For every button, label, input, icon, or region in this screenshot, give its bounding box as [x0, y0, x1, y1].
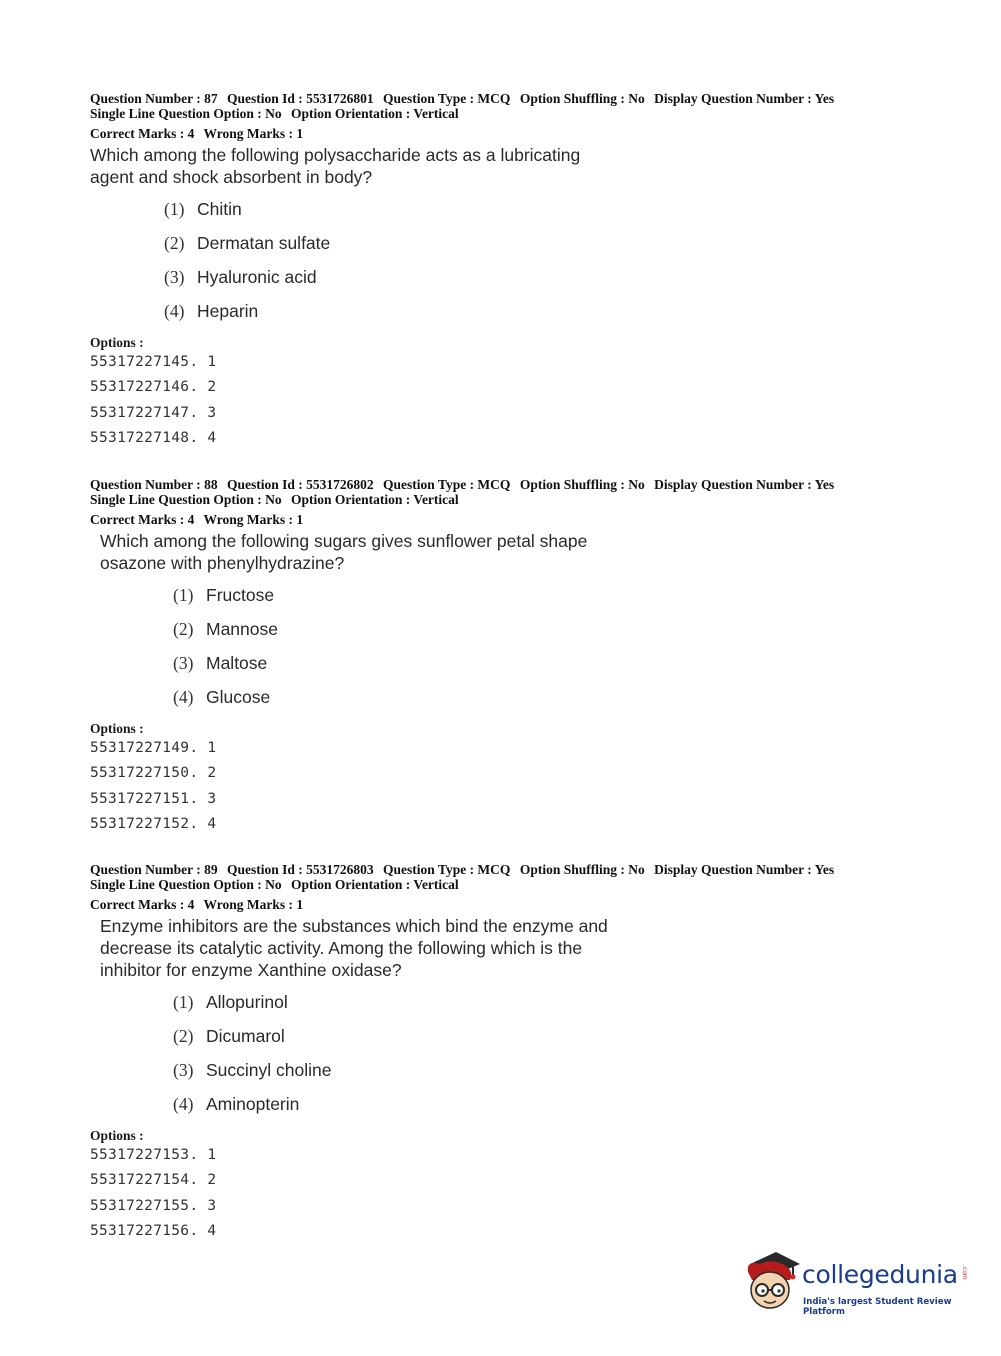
answer-choice: (3) Hyaluronic acid	[164, 267, 317, 287]
option-id: 55317227154. 2	[90, 1172, 217, 1189]
option-id-list	[90, 1144, 970, 1245]
option-id: 55317227156. 4	[90, 1222, 217, 1239]
question-meta-line-2: Single Line Question Option : No Option Orientation : Vertical	[90, 492, 459, 507]
option-id: 55317227146. 2	[90, 379, 217, 396]
answer-choice: (2) Dermatan sulfate	[164, 233, 331, 253]
answer-choice: (1) Fructose	[173, 585, 275, 605]
answer-choice: (1) Allopurinol	[173, 992, 288, 1012]
question-meta-line-2: Single Line Question Option : No Option Orientation : Vertical	[90, 106, 459, 121]
answer-choice: (4) Aminopterin	[173, 1094, 300, 1114]
option-id: 55317227145. 1	[90, 354, 217, 370]
question-marks: Correct Marks : 4 Wrong Marks : 1	[90, 512, 304, 527]
answer-choice: (4) Heparin	[164, 301, 259, 321]
question-text: Which among the following polysaccharide acts as a lubricating agent and shock absorbent in body?	[90, 145, 581, 187]
option-id: 55317227152. 4	[90, 815, 217, 832]
options-label: Options :	[90, 721, 144, 736]
options-label: Options :	[90, 335, 144, 350]
answer-choice: (3) Succinyl choline	[173, 1060, 332, 1080]
question-meta-line-1: Question Number : 89 Question Id : 5531726803 Question Type : MCQ Option Shuffling : No Display Question Number : Yes	[90, 862, 835, 877]
option-id: 55317227147. 3	[90, 404, 217, 421]
question-88	[90, 477, 970, 838]
question-89	[90, 862, 970, 1245]
option-id: 55317227149. 1	[90, 740, 217, 756]
question-87	[90, 91, 970, 452]
answer-choice: (1) Chitin	[164, 199, 242, 219]
options-label: Options :	[90, 1128, 144, 1143]
option-id: 55317227155. 3	[90, 1197, 217, 1214]
logo-tagline: India's largest Student Review Platform	[803, 1297, 952, 1317]
logo-suffix: .com	[961, 1265, 968, 1280]
collegedunia-logo	[742, 1248, 972, 1318]
question-text: Enzyme inhibitors are the substances which bind the enzyme and decrease its catalytic activity. Among the following which is the inhibitor for enzyme Xanthine oxidase?	[100, 916, 608, 980]
answer-choices	[90, 584, 970, 720]
question-meta-line-1: Question Number : 87 Question Id : 5531726801 Question Type : MCQ Option Shuffling : No Display Question Number : Yes	[90, 91, 835, 106]
question-meta-line-2: Single Line Question Option : No Option Orientation : Vertical	[90, 877, 459, 892]
question-meta-line-1: Question Number : 88 Question Id : 5531726802 Question Type : MCQ Option Shuffling : No Display Question Number : Yes	[90, 477, 835, 492]
option-id-list	[90, 737, 970, 838]
option-id: 55317227150. 2	[90, 765, 217, 782]
answer-choices	[90, 991, 970, 1127]
answer-choice: (2) Mannose	[173, 619, 278, 639]
option-id: 55317227151. 3	[90, 790, 217, 807]
answer-choice: (4) Glucose	[173, 687, 271, 707]
question-marks: Correct Marks : 4 Wrong Marks : 1	[90, 897, 304, 912]
option-id: 55317227148. 4	[90, 429, 217, 446]
answer-choice: (3) Maltose	[173, 653, 268, 673]
mascot-icon	[742, 1250, 804, 1316]
option-id-list	[90, 351, 970, 452]
option-id: 55317227153. 1	[90, 1147, 217, 1163]
question-marks: Correct Marks : 4 Wrong Marks : 1	[90, 126, 304, 141]
answer-choices	[90, 198, 970, 334]
logo-wordmark: collegedunia	[802, 1260, 958, 1289]
question-text: Which among the following sugars gives sunflower petal shape osazone with phenylhydrazine?	[100, 531, 588, 573]
answer-choice: (2) Dicumarol	[173, 1026, 285, 1046]
